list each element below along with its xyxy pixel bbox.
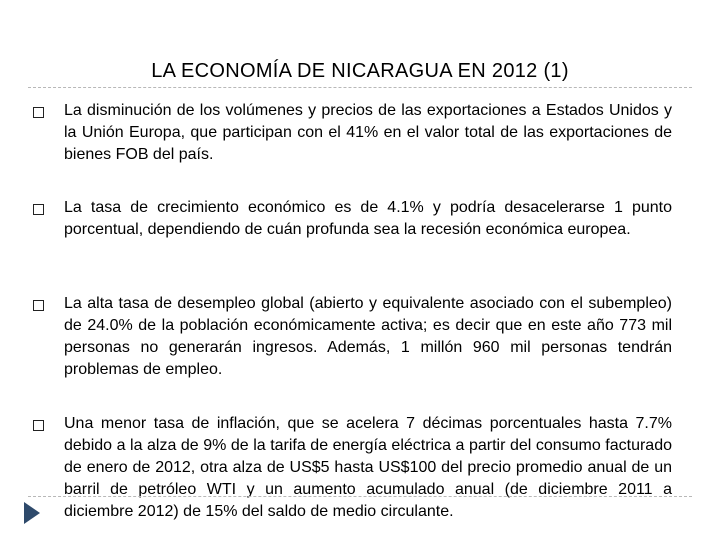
slide-title: LA ECONOMÍA DE NICARAGUA EN 2012 (1) xyxy=(151,60,569,82)
next-arrow-icon[interactable] xyxy=(22,501,42,525)
bottom-divider xyxy=(28,496,692,497)
checkbox-square-icon xyxy=(33,107,44,118)
bullet-text-1: La disminución de los volúmenes y precios de las exportaciones a Estados Unidos y la Unión Europa, que participan con el 41% en el valor total de las exportaciones de bienes FOB del país. xyxy=(64,102,672,163)
bullet-text-4: Una menor tasa de inflación, que se acelera 7 décimas porcentuales hasta 7.7% debido a la alza de 9% de la tarifa de energía eléctrica a partir del consumo facturado de enero de 2012, otra alza de US$5 hasta US$100 del precio promedio anual de un barril de petróleo WTI y un aumento acumulado anual (de diciembre 2011 a diciembre 2012) de 15% del saldo de medio circulante. xyxy=(64,415,672,520)
checkbox-square-icon xyxy=(33,204,44,215)
checkbox-square-icon xyxy=(33,300,44,311)
bullet-text-3: La alta tasa de desempleo global (abierto y equivalente asociado con el subempleo) de 24.0% de la población económicamente activa; es decir que en este año 773 mil personas no generarán ingresos. Además, 1 millón 960 mil personas tendrán problemas de empleo. xyxy=(64,295,672,378)
bullet-text-2: La tasa de crecimiento económico es de 4.1% y podría desacelerarse 1 punto porcentual, dependiendo de cuán profunda sea la recesión económica europea. xyxy=(64,199,672,238)
checkbox-square-icon xyxy=(33,420,44,431)
